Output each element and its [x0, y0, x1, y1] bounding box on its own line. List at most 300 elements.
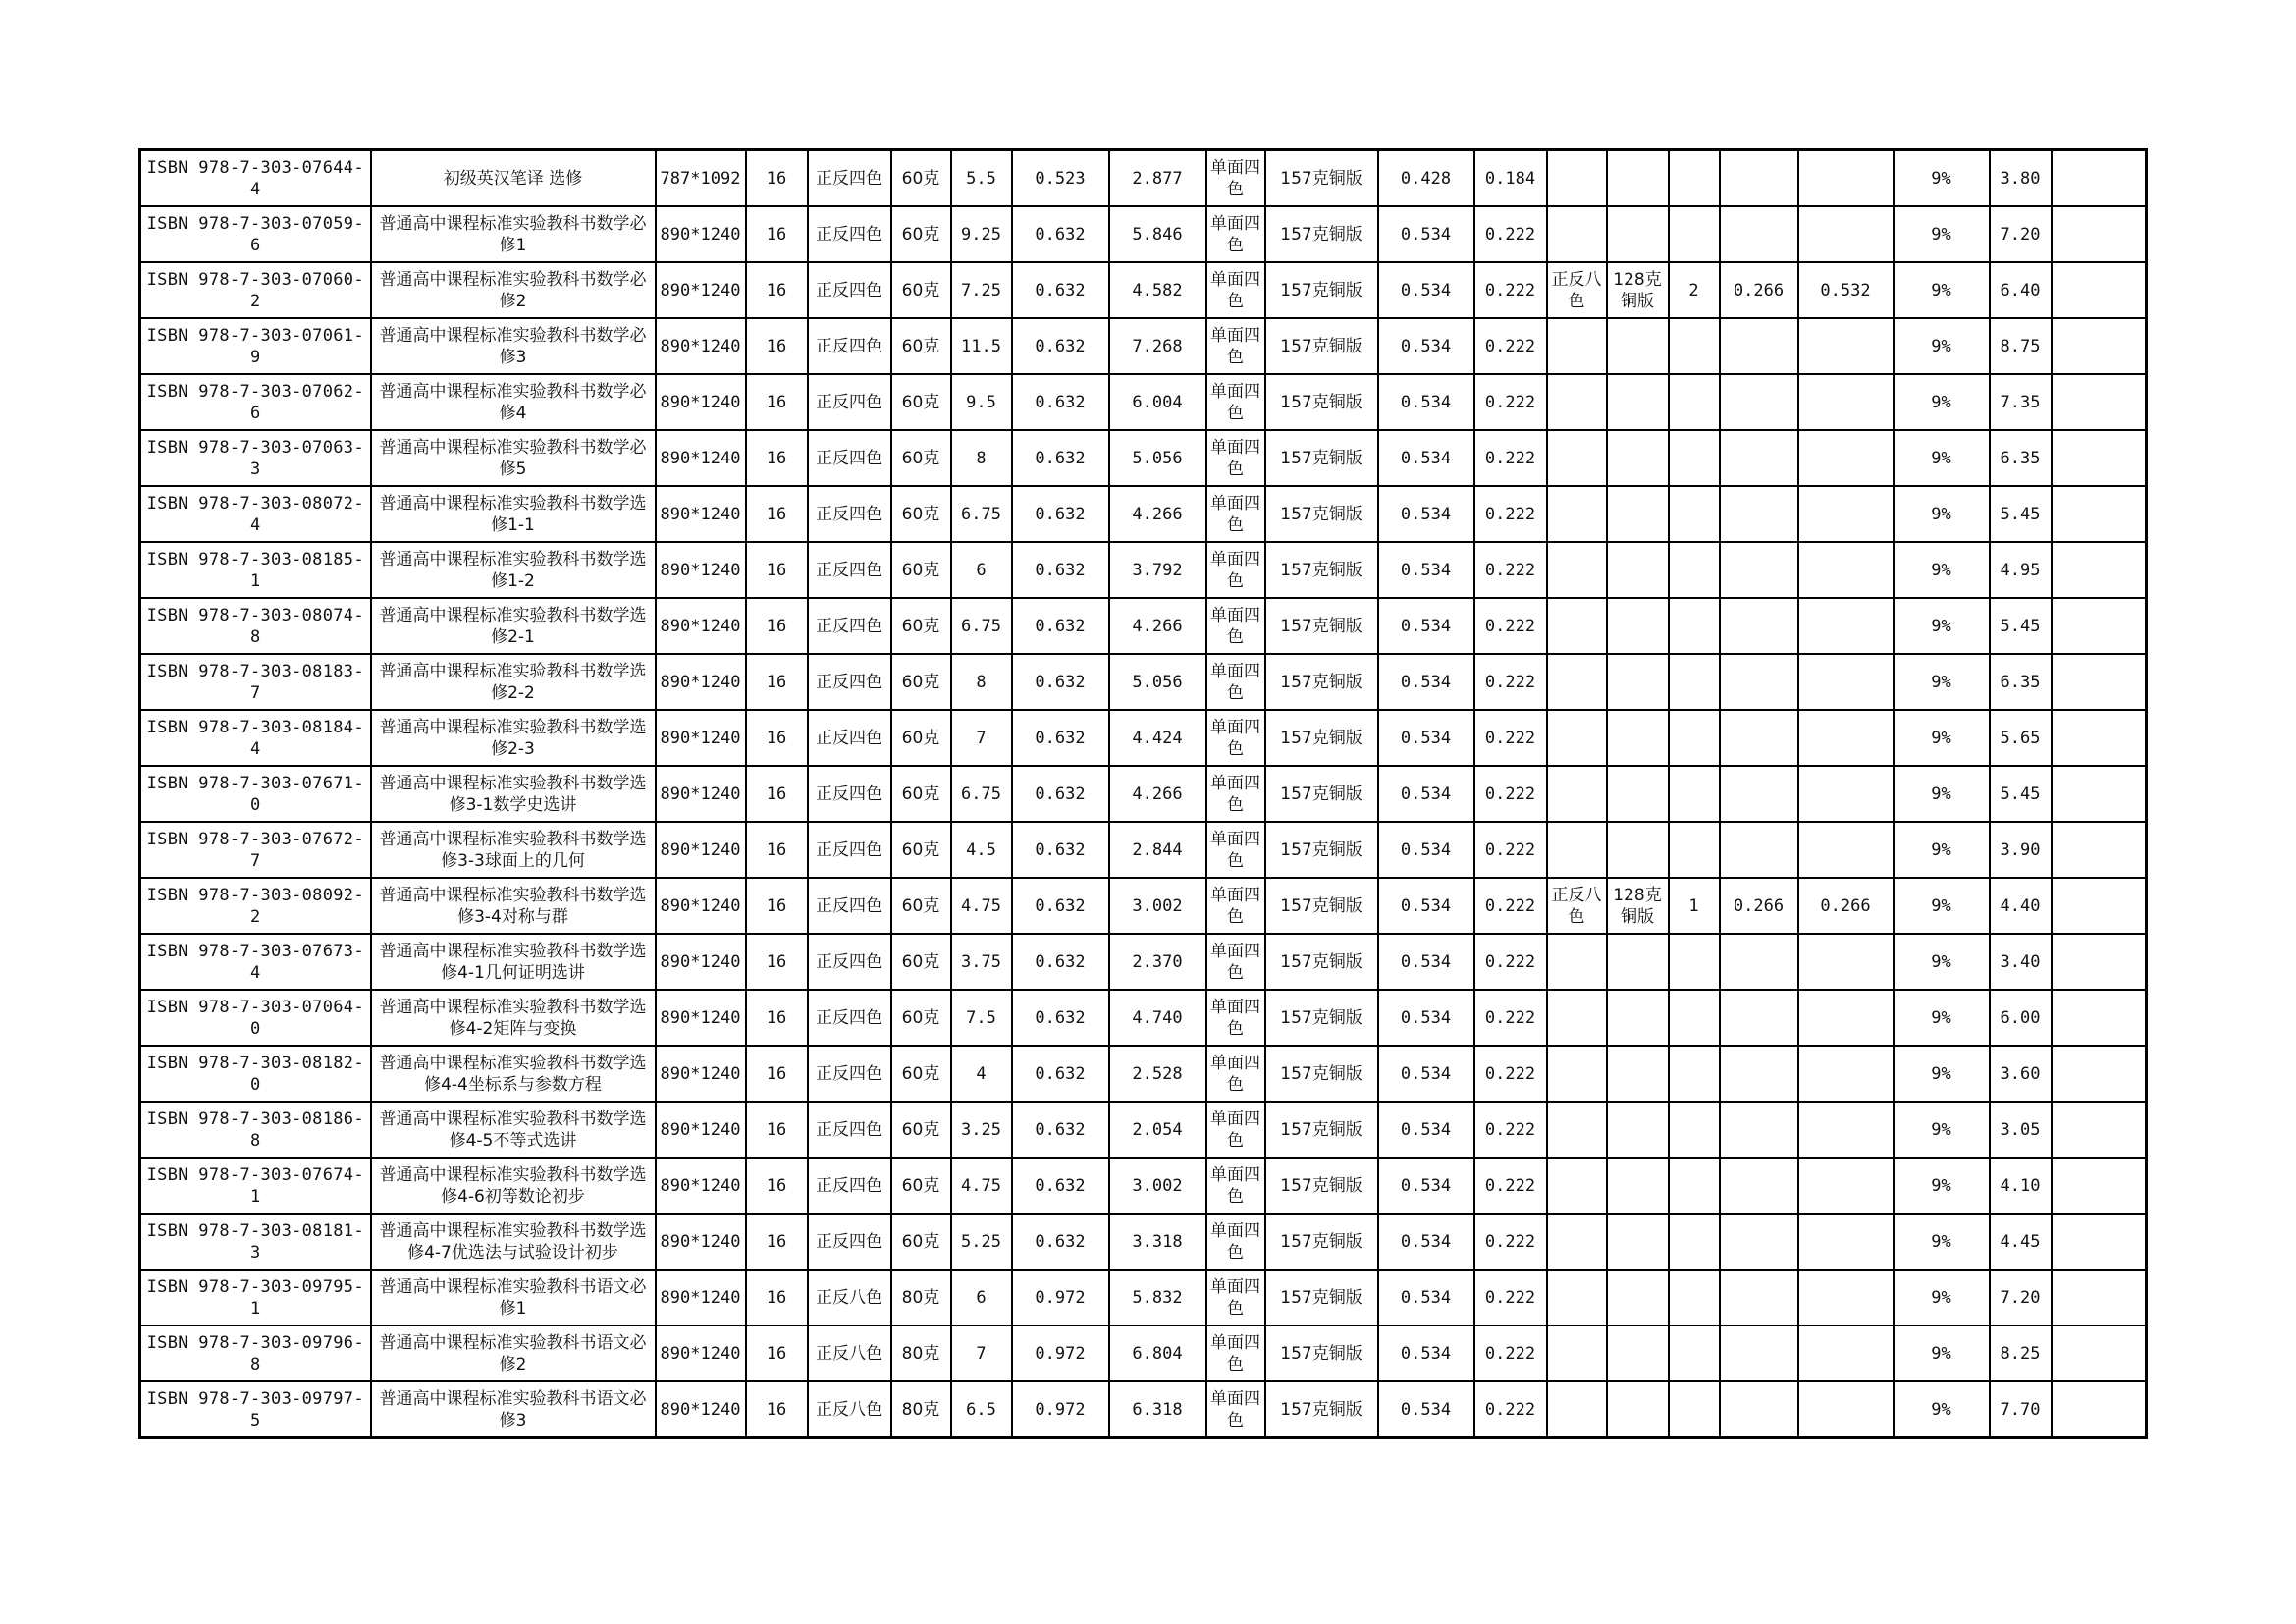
cover-paper-cell: 157克铜版: [1265, 1214, 1378, 1270]
extra-cell: [2052, 150, 2147, 207]
insert-cost-cell: [1798, 206, 1894, 262]
book-title-cell: [371, 1214, 656, 1270]
text-cost-cell: 4.582: [1109, 262, 1206, 318]
insert-qty-cell: [1669, 486, 1720, 542]
book-title-cell: [371, 374, 656, 430]
rate-cell: 9%: [1894, 486, 1990, 542]
cover-unit-price-cell: 0.534: [1378, 1270, 1474, 1326]
print-sheets-cell: 3.25: [951, 1102, 1012, 1158]
text-cost-cell: 3.792: [1109, 542, 1206, 598]
kai-cell: 16: [746, 878, 808, 934]
insert-paper-cell: [1607, 766, 1669, 822]
book-title-text: 普通高中课程标准实验教科书数学选修4-2矩阵与变换: [379, 997, 647, 1039]
insert-unit-price-cell: [1720, 822, 1798, 878]
kai-cell: 16: [746, 654, 808, 710]
insert-unit-price-cell: [1720, 1102, 1798, 1158]
insert-print-cell: [1547, 1214, 1607, 1270]
text-cost-cell: 3.318: [1109, 1214, 1206, 1270]
isbn-cell: ISBN 978-7-303-08183-7: [140, 654, 371, 710]
cover-print-cell: 单面四色: [1206, 1214, 1265, 1270]
isbn-cell: ISBN 978-7-303-07064-0: [140, 990, 371, 1046]
rate-cell: 9%: [1894, 542, 1990, 598]
price-cell: 6.00: [1990, 990, 2052, 1046]
price-cell: 6.35: [1990, 430, 2052, 486]
rate-cell: 9%: [1894, 1214, 1990, 1270]
text-cost-cell: 6.318: [1109, 1381, 1206, 1438]
book-title-text: 普通高中课程标准实验教科书数学选修4-1几何证明选讲: [379, 941, 647, 983]
cover-cost-cell: 0.184: [1474, 150, 1547, 207]
cover-paper-cell: 157克铜版: [1265, 150, 1378, 207]
paper-format-cell: 890*1240: [656, 486, 746, 542]
kai-cell: 16: [746, 486, 808, 542]
cover-print-cell: 单面四色: [1206, 1046, 1265, 1102]
kai-cell: 16: [746, 1326, 808, 1381]
book-title-cell: [371, 990, 656, 1046]
text-print-cell: 正反四色: [808, 1102, 891, 1158]
insert-cost-cell: 0.266: [1798, 878, 1894, 934]
book-title-cell: [371, 934, 656, 990]
insert-print-cell: 正反八色: [1547, 878, 1607, 934]
insert-unit-price-cell: [1720, 1158, 1798, 1214]
text-unit-price-cell: 0.632: [1012, 710, 1109, 766]
insert-qty-cell: [1669, 430, 1720, 486]
insert-paper-cell: [1607, 1326, 1669, 1381]
isbn-cell: ISBN 978-7-303-08072-4: [140, 486, 371, 542]
text-unit-price-cell: 0.632: [1012, 822, 1109, 878]
text-cost-cell: 2.844: [1109, 822, 1206, 878]
text-print-cell: 正反四色: [808, 766, 891, 822]
insert-unit-price-cell: [1720, 1326, 1798, 1381]
paper-format-cell: 890*1240: [656, 990, 746, 1046]
paper-format-cell: 890*1240: [656, 822, 746, 878]
text-unit-price-cell: 0.972: [1012, 1381, 1109, 1438]
rate-cell: 9%: [1894, 934, 1990, 990]
cover-unit-price-cell: 0.534: [1378, 598, 1474, 654]
isbn-cell: ISBN 978-7-303-07673-4: [140, 934, 371, 990]
text-print-cell: 正反四色: [808, 822, 891, 878]
insert-unit-price-cell: [1720, 150, 1798, 207]
insert-cost-cell: [1798, 542, 1894, 598]
insert-print-cell: [1547, 542, 1607, 598]
text-paper-cell: 60克: [891, 766, 951, 822]
insert-print-cell: [1547, 766, 1607, 822]
price-cell: 7.35: [1990, 374, 2052, 430]
insert-unit-price-cell: [1720, 766, 1798, 822]
paper-format-cell: 890*1240: [656, 1214, 746, 1270]
rate-cell: 9%: [1894, 878, 1990, 934]
cover-paper-cell: 157克铜版: [1265, 1381, 1378, 1438]
insert-unit-price-cell: [1720, 1046, 1798, 1102]
insert-paper-cell: [1607, 710, 1669, 766]
insert-paper-cell: [1607, 1158, 1669, 1214]
text-print-cell: 正反四色: [808, 598, 891, 654]
cover-cost-cell: 0.222: [1474, 542, 1547, 598]
price-cell: 4.40: [1990, 878, 2052, 934]
insert-qty-cell: [1669, 710, 1720, 766]
cover-print-cell: 单面四色: [1206, 262, 1265, 318]
insert-print-cell: 正反八色: [1547, 262, 1607, 318]
price-cell: 7.70: [1990, 1381, 2052, 1438]
table-row: [140, 374, 2147, 430]
cover-paper-cell: 157克铜版: [1265, 822, 1378, 878]
text-cost-cell: 5.846: [1109, 206, 1206, 262]
insert-unit-price-cell: [1720, 934, 1798, 990]
insert-qty-cell: [1669, 1381, 1720, 1438]
insert-paper-cell: 128克铜版: [1607, 878, 1669, 934]
cover-unit-price-cell: 0.534: [1378, 822, 1474, 878]
price-cell: 7.20: [1990, 206, 2052, 262]
rate-cell: 9%: [1894, 1381, 1990, 1438]
text-paper-cell: 60克: [891, 1046, 951, 1102]
insert-print-cell: [1547, 150, 1607, 207]
extra-cell: [2052, 1381, 2147, 1438]
insert-cost-cell: [1798, 1158, 1894, 1214]
insert-cost-cell: [1798, 430, 1894, 486]
extra-cell: [2052, 1214, 2147, 1270]
paper-format-cell: 890*1240: [656, 934, 746, 990]
insert-qty-cell: [1669, 934, 1720, 990]
paper-format-cell: 890*1240: [656, 654, 746, 710]
rate-cell: 9%: [1894, 1046, 1990, 1102]
extra-cell: [2052, 1326, 2147, 1381]
table-row: [140, 1381, 2147, 1438]
insert-paper-cell: [1607, 486, 1669, 542]
insert-paper-cell: [1607, 150, 1669, 207]
kai-cell: 16: [746, 262, 808, 318]
insert-unit-price-cell: [1720, 598, 1798, 654]
cover-print-cell: 单面四色: [1206, 1270, 1265, 1326]
price-cell: 4.10: [1990, 1158, 2052, 1214]
text-unit-price-cell: 0.632: [1012, 598, 1109, 654]
isbn-cell: ISBN 978-7-303-07672-7: [140, 822, 371, 878]
text-unit-price-cell: 0.632: [1012, 486, 1109, 542]
kai-cell: 16: [746, 1214, 808, 1270]
price-cell: 6.35: [1990, 654, 2052, 710]
print-sheets-cell: 7.5: [951, 990, 1012, 1046]
rate-cell: 9%: [1894, 1270, 1990, 1326]
price-cell: 5.45: [1990, 486, 2052, 542]
text-paper-cell: 60克: [891, 206, 951, 262]
cover-cost-cell: 0.222: [1474, 710, 1547, 766]
cover-cost-cell: 0.222: [1474, 374, 1547, 430]
table-row: [140, 486, 2147, 542]
rate-cell: 9%: [1894, 990, 1990, 1046]
book-title-cell: [371, 1046, 656, 1102]
isbn-cell: ISBN 978-7-303-07059-6: [140, 206, 371, 262]
book-title-cell: [371, 1102, 656, 1158]
book-title-cell: [371, 878, 656, 934]
cover-cost-cell: 0.222: [1474, 206, 1547, 262]
text-unit-price-cell: 0.632: [1012, 374, 1109, 430]
text-unit-price-cell: 0.632: [1012, 262, 1109, 318]
cover-paper-cell: 157克铜版: [1265, 1158, 1378, 1214]
table-row: [140, 262, 2147, 318]
book-title-cell: [371, 1158, 656, 1214]
print-sheets-cell: 9.25: [951, 206, 1012, 262]
text-unit-price-cell: 0.632: [1012, 990, 1109, 1046]
isbn-cell: ISBN 978-7-303-08184-4: [140, 710, 371, 766]
cover-paper-cell: 157克铜版: [1265, 206, 1378, 262]
text-print-cell: 正反四色: [808, 654, 891, 710]
text-paper-cell: 60克: [891, 990, 951, 1046]
insert-qty-cell: [1669, 206, 1720, 262]
insert-cost-cell: [1798, 1270, 1894, 1326]
price-cell: 7.20: [1990, 1270, 2052, 1326]
kai-cell: 16: [746, 1158, 808, 1214]
insert-qty-cell: [1669, 766, 1720, 822]
insert-paper-cell: [1607, 1214, 1669, 1270]
insert-print-cell: [1547, 1270, 1607, 1326]
insert-qty-cell: [1669, 1046, 1720, 1102]
paper-format-cell: 890*1240: [656, 598, 746, 654]
text-print-cell: 正反四色: [808, 206, 891, 262]
book-title-cell: [371, 1326, 656, 1381]
text-cost-cell: 6.804: [1109, 1326, 1206, 1381]
text-paper-cell: 60克: [891, 1102, 951, 1158]
text-print-cell: 正反八色: [808, 1381, 891, 1438]
cover-print-cell: 单面四色: [1206, 374, 1265, 430]
paper-format-cell: 890*1240: [656, 710, 746, 766]
book-title-cell: [371, 822, 656, 878]
print-sheets-cell: 11.5: [951, 318, 1012, 374]
text-print-cell: 正反四色: [808, 1046, 891, 1102]
rate-cell: 9%: [1894, 1102, 1990, 1158]
book-title-text: 普通高中课程标准实验教科书数学必修5: [379, 437, 647, 479]
insert-cost-cell: [1798, 374, 1894, 430]
insert-unit-price-cell: 0.266: [1720, 262, 1798, 318]
insert-paper-cell: [1607, 542, 1669, 598]
book-title-text: 普通高中课程标准实验教科书数学选修4-5不等式选讲: [379, 1109, 647, 1151]
insert-cost-cell: [1798, 1102, 1894, 1158]
text-cost-cell: 6.004: [1109, 374, 1206, 430]
cover-cost-cell: 0.222: [1474, 1326, 1547, 1381]
cover-print-cell: 单面四色: [1206, 766, 1265, 822]
book-title-text: 普通高中课程标准实验教科书数学必修4: [379, 381, 647, 423]
cover-paper-cell: 157克铜版: [1265, 318, 1378, 374]
cover-paper-cell: 157克铜版: [1265, 990, 1378, 1046]
text-paper-cell: 60克: [891, 262, 951, 318]
cover-print-cell: 单面四色: [1206, 430, 1265, 486]
insert-paper-cell: [1607, 1270, 1669, 1326]
text-paper-cell: 60克: [891, 430, 951, 486]
cover-unit-price-cell: 0.534: [1378, 710, 1474, 766]
cover-cost-cell: 0.222: [1474, 990, 1547, 1046]
cover-paper-cell: 157克铜版: [1265, 374, 1378, 430]
text-print-cell: 正反四色: [808, 374, 891, 430]
text-paper-cell: 60克: [891, 374, 951, 430]
cover-cost-cell: 0.222: [1474, 598, 1547, 654]
insert-cost-cell: [1798, 1214, 1894, 1270]
price-cell: 6.40: [1990, 262, 2052, 318]
book-title-text: 普通高中课程标准实验教科书数学选修3-3球面上的几何: [379, 829, 647, 871]
rate-cell: 9%: [1894, 318, 1990, 374]
book-title-text: 初级英汉笔译 选修: [443, 168, 583, 189]
isbn-cell: ISBN 978-7-303-09796-8: [140, 1326, 371, 1381]
text-paper-cell: 80克: [891, 1270, 951, 1326]
cover-paper-cell: 157克铜版: [1265, 1270, 1378, 1326]
extra-cell: [2052, 878, 2147, 934]
print-sheets-cell: 6.75: [951, 598, 1012, 654]
kai-cell: 16: [746, 934, 808, 990]
rate-cell: 9%: [1894, 766, 1990, 822]
book-title-cell: [371, 654, 656, 710]
paper-format-cell: 890*1240: [656, 1046, 746, 1102]
text-print-cell: 正反八色: [808, 1270, 891, 1326]
cover-paper-cell: 157克铜版: [1265, 486, 1378, 542]
text-paper-cell: 60克: [891, 318, 951, 374]
insert-qty-cell: [1669, 150, 1720, 207]
cover-print-cell: 单面四色: [1206, 934, 1265, 990]
price-cell: 3.05: [1990, 1102, 2052, 1158]
paper-format-cell: 890*1240: [656, 1102, 746, 1158]
isbn-cell: ISBN 978-7-303-07063-3: [140, 430, 371, 486]
price-cell: 3.80: [1990, 150, 2052, 207]
cover-unit-price-cell: 0.428: [1378, 150, 1474, 207]
paper-format-cell: 890*1240: [656, 1326, 746, 1381]
insert-unit-price-cell: [1720, 542, 1798, 598]
text-paper-cell: 60克: [891, 822, 951, 878]
cover-unit-price-cell: 0.534: [1378, 430, 1474, 486]
cover-paper-cell: 157克铜版: [1265, 766, 1378, 822]
text-paper-cell: 60克: [891, 878, 951, 934]
text-paper-cell: 60克: [891, 486, 951, 542]
insert-cost-cell: [1798, 1326, 1894, 1381]
text-cost-cell: 2.370: [1109, 934, 1206, 990]
price-table: [138, 148, 2148, 1439]
cover-paper-cell: 157克铜版: [1265, 1102, 1378, 1158]
cover-unit-price-cell: 0.534: [1378, 878, 1474, 934]
text-print-cell: 正反四色: [808, 934, 891, 990]
price-cell: 8.75: [1990, 318, 2052, 374]
isbn-cell: ISBN 978-7-303-08181-3: [140, 1214, 371, 1270]
insert-paper-cell: [1607, 1381, 1669, 1438]
paper-format-cell: 890*1240: [656, 374, 746, 430]
print-sheets-cell: 6: [951, 1270, 1012, 1326]
text-paper-cell: 80克: [891, 1326, 951, 1381]
kai-cell: 16: [746, 374, 808, 430]
insert-unit-price-cell: [1720, 1381, 1798, 1438]
rate-cell: 9%: [1894, 598, 1990, 654]
insert-unit-price-cell: [1720, 990, 1798, 1046]
text-paper-cell: 60克: [891, 710, 951, 766]
price-cell: 4.95: [1990, 542, 2052, 598]
text-cost-cell: 2.528: [1109, 1046, 1206, 1102]
book-title-text: 普通高中课程标准实验教科书语文必修2: [379, 1332, 647, 1375]
book-title-cell: [371, 710, 656, 766]
text-cost-cell: 4.740: [1109, 990, 1206, 1046]
insert-qty-cell: [1669, 822, 1720, 878]
insert-print-cell: [1547, 374, 1607, 430]
cover-paper-cell: 157克铜版: [1265, 1046, 1378, 1102]
cover-print-cell: 单面四色: [1206, 878, 1265, 934]
book-title-cell: [371, 1381, 656, 1438]
text-unit-price-cell: 0.632: [1012, 1102, 1109, 1158]
rate-cell: 9%: [1894, 1158, 1990, 1214]
print-sheets-cell: 4: [951, 1046, 1012, 1102]
insert-cost-cell: [1798, 150, 1894, 207]
rate-cell: 9%: [1894, 430, 1990, 486]
kai-cell: 16: [746, 1102, 808, 1158]
book-title-text: 普通高中课程标准实验教科书数学选修2-1: [379, 605, 647, 647]
cover-cost-cell: 0.222: [1474, 1270, 1547, 1326]
text-cost-cell: 5.056: [1109, 430, 1206, 486]
text-print-cell: 正反四色: [808, 1158, 891, 1214]
insert-qty-cell: [1669, 318, 1720, 374]
insert-unit-price-cell: [1720, 654, 1798, 710]
extra-cell: [2052, 1102, 2147, 1158]
text-print-cell: 正反四色: [808, 262, 891, 318]
insert-paper-cell: [1607, 1046, 1669, 1102]
table-row: [140, 1158, 2147, 1214]
insert-qty-cell: [1669, 598, 1720, 654]
kai-cell: 16: [746, 822, 808, 878]
book-title-text: 普通高中课程标准实验教科书数学选修2-2: [379, 661, 647, 703]
isbn-cell: ISBN 978-7-303-09797-5: [140, 1381, 371, 1438]
cover-paper-cell: 157克铜版: [1265, 878, 1378, 934]
insert-qty-cell: [1669, 990, 1720, 1046]
price-cell: 4.45: [1990, 1214, 2052, 1270]
insert-qty-cell: [1669, 1102, 1720, 1158]
paper-format-cell: 890*1240: [656, 1158, 746, 1214]
text-cost-cell: 4.424: [1109, 710, 1206, 766]
cover-unit-price-cell: 0.534: [1378, 318, 1474, 374]
kai-cell: 16: [746, 206, 808, 262]
cover-unit-price-cell: 0.534: [1378, 934, 1474, 990]
cover-cost-cell: 0.222: [1474, 262, 1547, 318]
text-unit-price-cell: 0.632: [1012, 1046, 1109, 1102]
text-cost-cell: 3.002: [1109, 1158, 1206, 1214]
rate-cell: 9%: [1894, 1326, 1990, 1381]
cover-unit-price-cell: 0.534: [1378, 1102, 1474, 1158]
text-unit-price-cell: 0.632: [1012, 206, 1109, 262]
text-cost-cell: 7.268: [1109, 318, 1206, 374]
text-print-cell: 正反四色: [808, 430, 891, 486]
cover-paper-cell: 157克铜版: [1265, 542, 1378, 598]
book-title-text: 普通高中课程标准实验教科书数学选修3-4对称与群: [379, 885, 647, 927]
cover-print-cell: 单面四色: [1206, 206, 1265, 262]
cover-print-cell: 单面四色: [1206, 486, 1265, 542]
cover-cost-cell: 0.222: [1474, 1158, 1547, 1214]
book-title-cell: [371, 262, 656, 318]
insert-unit-price-cell: [1720, 1270, 1798, 1326]
extra-cell: [2052, 374, 2147, 430]
insert-print-cell: [1547, 1046, 1607, 1102]
isbn-cell: ISBN 978-7-303-08186-8: [140, 1102, 371, 1158]
insert-print-cell: [1547, 934, 1607, 990]
extra-cell: [2052, 1158, 2147, 1214]
insert-unit-price-cell: [1720, 486, 1798, 542]
cover-cost-cell: 0.222: [1474, 878, 1547, 934]
insert-qty-cell: 2: [1669, 262, 1720, 318]
cover-print-cell: 单面四色: [1206, 542, 1265, 598]
insert-print-cell: [1547, 1381, 1607, 1438]
text-print-cell: 正反八色: [808, 1326, 891, 1381]
insert-print-cell: [1547, 822, 1607, 878]
print-sheets-cell: 9.5: [951, 374, 1012, 430]
cover-print-cell: 单面四色: [1206, 822, 1265, 878]
insert-unit-price-cell: [1720, 318, 1798, 374]
text-print-cell: 正反四色: [808, 990, 891, 1046]
table-row: [140, 430, 2147, 486]
book-title-text: 普通高中课程标准实验教科书语文必修3: [379, 1388, 647, 1431]
insert-qty-cell: [1669, 1158, 1720, 1214]
print-sheets-cell: 3.75: [951, 934, 1012, 990]
paper-format-cell: 890*1240: [656, 206, 746, 262]
rate-cell: 9%: [1894, 822, 1990, 878]
text-cost-cell: 3.002: [1109, 878, 1206, 934]
book-title-text: 普通高中课程标准实验教科书语文必修1: [379, 1276, 647, 1319]
isbn-cell: ISBN 978-7-303-09795-1: [140, 1270, 371, 1326]
